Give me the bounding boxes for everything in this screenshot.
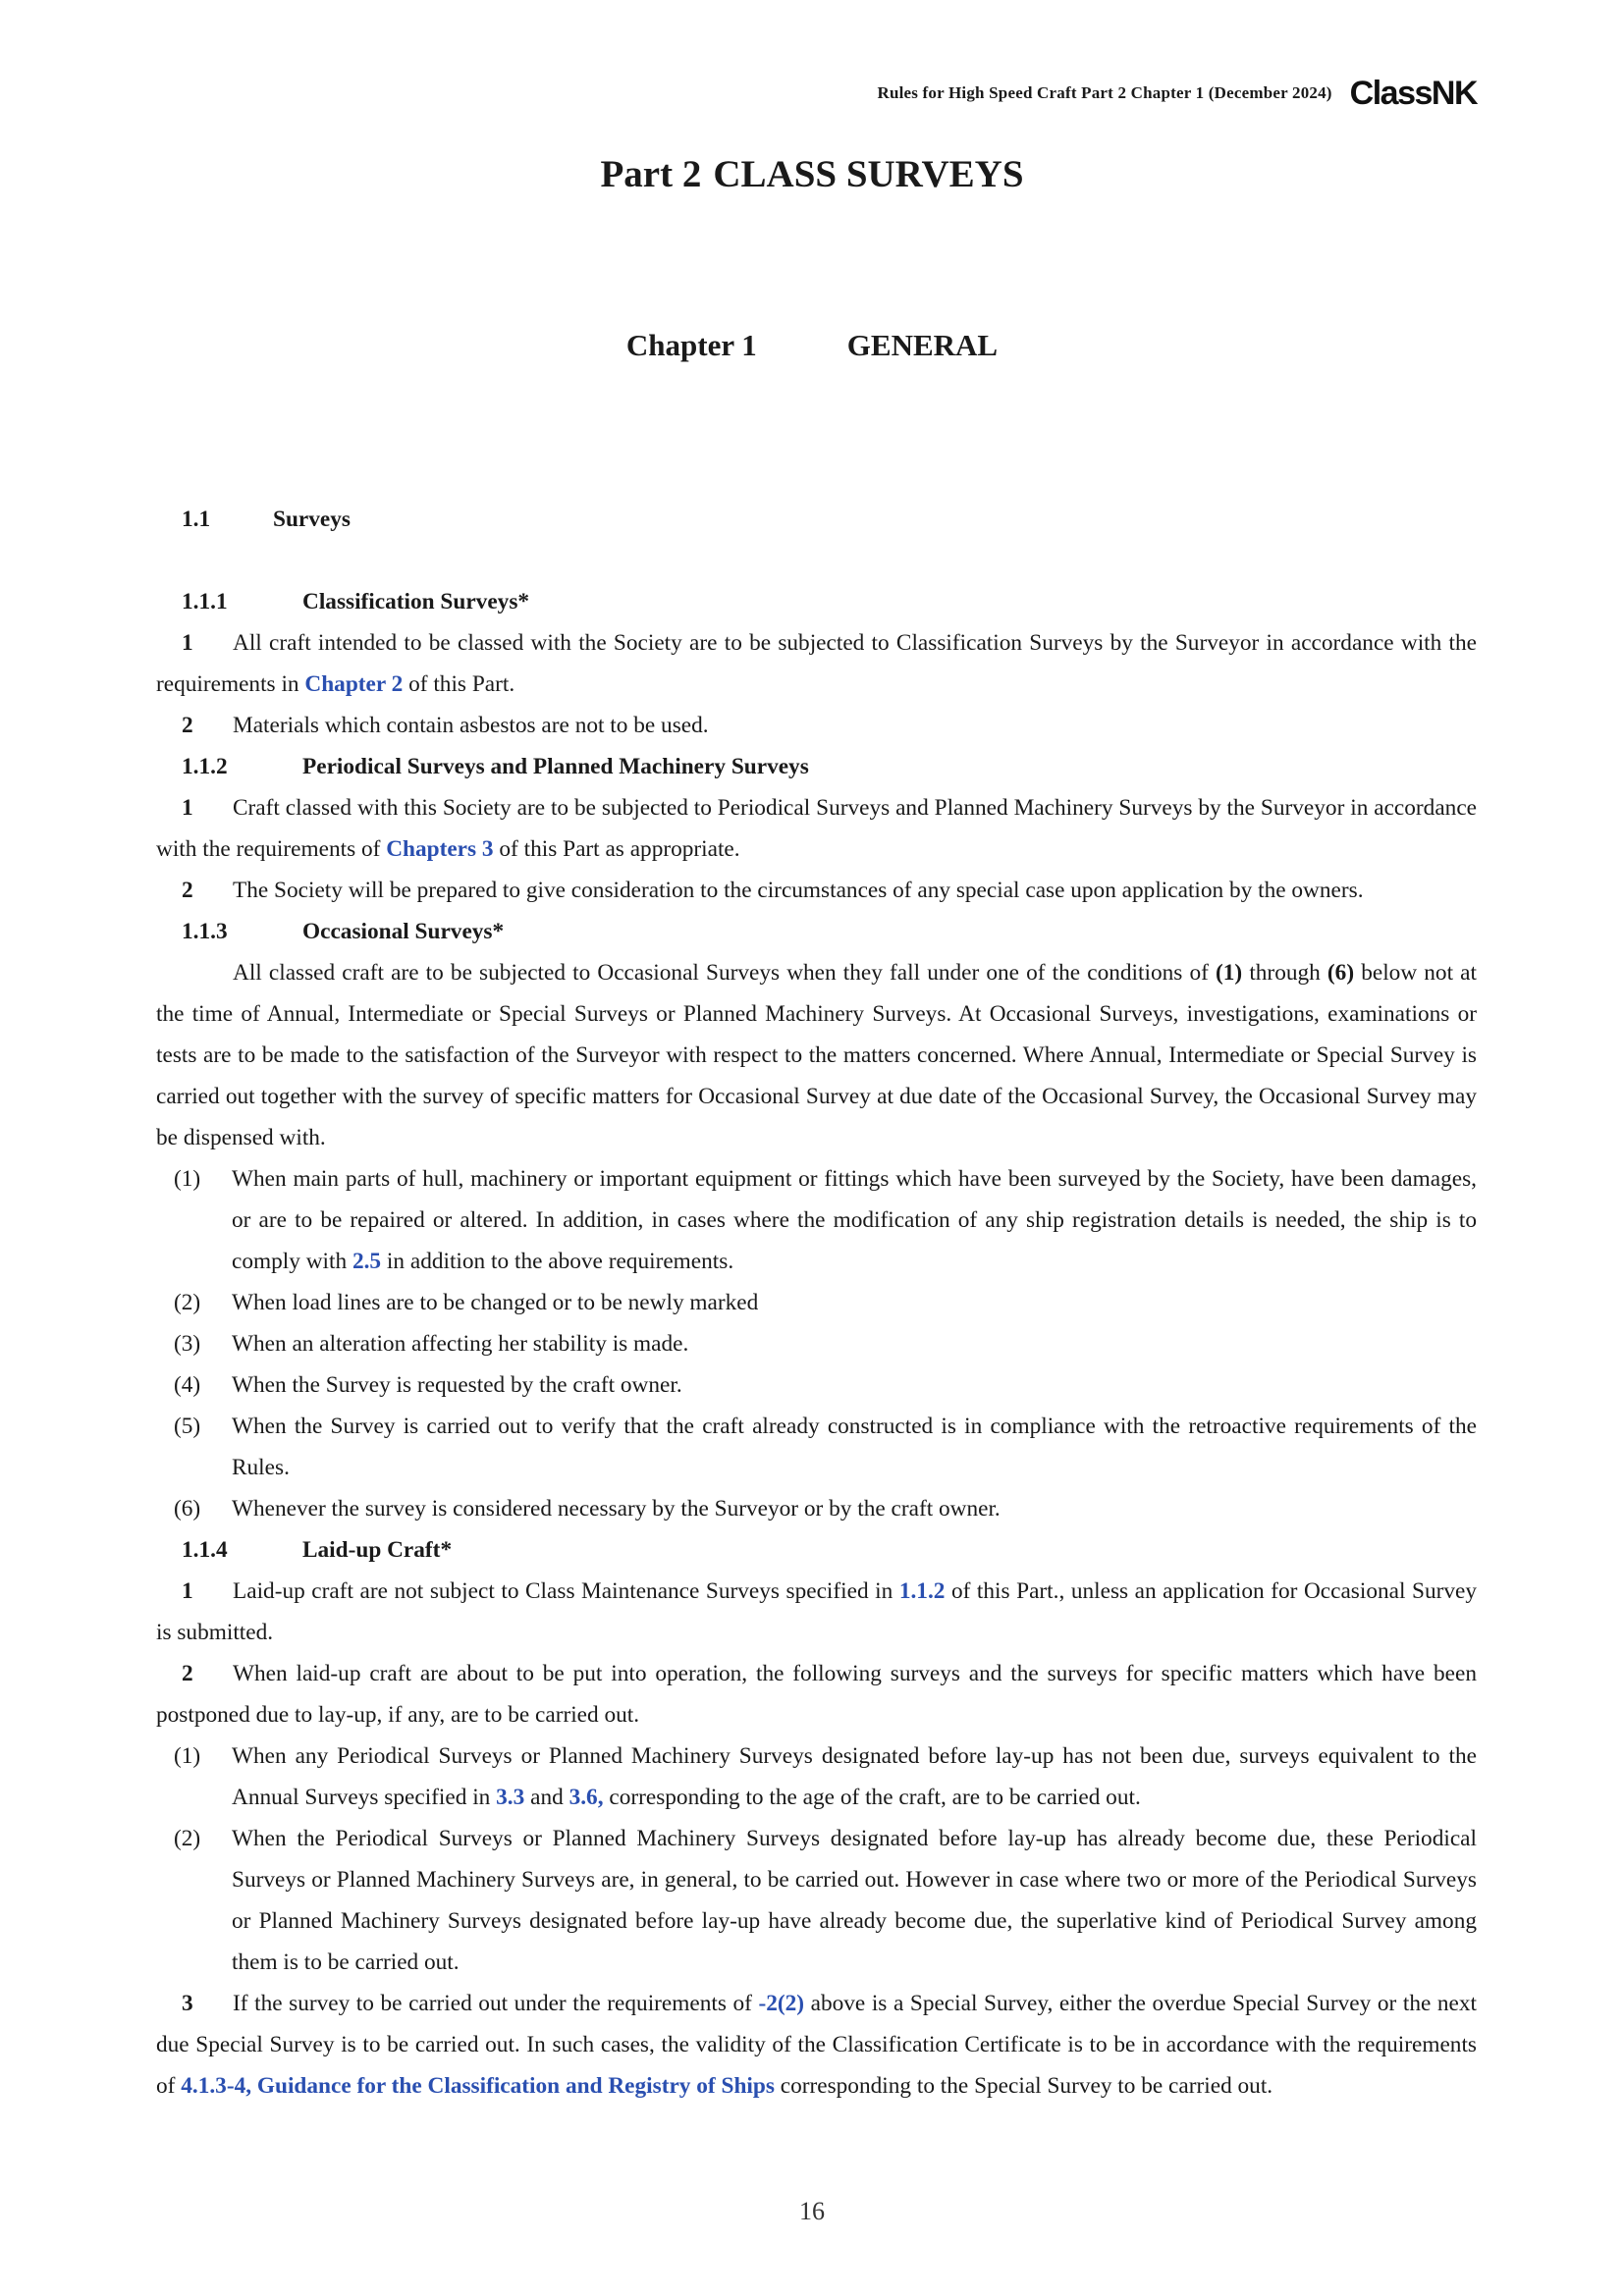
paragraph: [156, 787, 1477, 870]
link-3-6[interactable]: 3.6,: [568, 1785, 604, 1810]
link-2-5[interactable]: 2.5: [352, 1249, 382, 1274]
list-item: [156, 1282, 1477, 1323]
chapter-title: [0, 328, 1624, 363]
item-number: (2): [174, 1826, 201, 1851]
paragraph: [156, 622, 1477, 705]
subsection-heading-1-1-1: [156, 581, 1477, 622]
section-title: Surveys: [273, 507, 351, 532]
link-minus-2-2[interactable]: -2(2): [758, 1991, 805, 2016]
list-item: [156, 1323, 1477, 1364]
subsection-title: Laid-up Craft*: [302, 1537, 453, 1563]
part-title-text: CLASS SURVEYS: [713, 153, 1024, 195]
item-text: When load lines are to be changed or to be newly marked: [232, 1290, 759, 1315]
subsection-heading-1-1-3: [156, 911, 1477, 952]
paragraph-number: 3: [182, 1991, 193, 2016]
paragraph-text: through: [1242, 960, 1327, 986]
paragraph-text: of this Part as appropriate.: [493, 836, 740, 862]
section-number: 1.1: [182, 507, 211, 532]
paragraph-number: 2: [182, 878, 193, 903]
paragraph: [156, 705, 1477, 746]
subsection-title: Classification Surveys*: [302, 589, 530, 614]
link-chapters-3[interactable]: Chapters 3: [386, 836, 494, 862]
link-1-1-2[interactable]: 1.1.2: [898, 1578, 946, 1604]
item-text-part: When main parts of hull, machinery or important equipment or fittings which have been surveyed by the Society, have been damages, or are to be repaired or altered. In addition, in cases where the modification of any ship registration details is needed, the ship is to comply with: [232, 1166, 1477, 1274]
part-title: [0, 152, 1624, 196]
item-number: (6): [174, 1496, 201, 1522]
item-reference: (6): [1326, 960, 1355, 986]
subsection-heading-1-1-4: [156, 1529, 1477, 1571]
item-text: When the Survey is carried out to verify that the craft already constructed is in compliance with the retroactive requirements of the Rules.: [232, 1414, 1477, 1480]
list-item: [156, 1818, 1477, 1983]
paragraph-text: Materials which contain asbestos are not to be used.: [233, 713, 709, 738]
item-text-part: and: [524, 1785, 569, 1810]
item-text-part: When any Periodical Surveys or Planned Machinery Surveys designated before lay-up has not been due, surveys equivalent to the Annual Surveys specified in: [232, 1743, 1477, 1810]
subsection-number: 1.1.3: [182, 919, 228, 944]
list-item: [156, 1406, 1477, 1488]
list-item: [156, 1735, 1477, 1818]
paragraph-number: 1: [182, 630, 193, 656]
link-guidance-4-1-3-4[interactable]: 4.1.3-4, Guidance for the Classification and Registry of Ships: [181, 2073, 775, 2099]
part-label: Part 2: [600, 153, 702, 195]
classnk-logo: ClassNK: [1349, 75, 1477, 112]
link-chapter-2[interactable]: Chapter 2: [304, 671, 404, 697]
paragraph-text: of this Part.: [403, 671, 515, 697]
list-item: [156, 1488, 1477, 1529]
paragraph: [156, 1571, 1477, 1653]
page-number: 16: [799, 2197, 825, 2225]
paragraph-number: 1: [182, 795, 193, 821]
chapter-label: Chapter 1: [625, 328, 757, 362]
paragraph: [156, 870, 1477, 911]
item-reference: (1): [1216, 960, 1243, 986]
item-text: When the Periodical Surveys or Planned Machinery Surveys designated before lay-up has already become due, these Periodical Surveys or Planned Machinery Surveys are, in general, to be carried out. However in case where two or more of the Periodical Surveys or Planned Machinery Surveys designated before lay-up have already become due, the superlative kind of Periodical Survey among them is to be carried out.: [232, 1826, 1477, 1975]
running-title: Rules for High Speed Craft Part 2 Chapter 1 (December 2024): [877, 83, 1332, 102]
subsection-title: Occasional Surveys*: [302, 919, 505, 944]
paragraph-text: All craft intended to be classed with the Society are to be subjected to Classification Surveys by the Surveyor in accordance with the requirements in: [156, 630, 1477, 697]
paragraph-text: below not at the time of Annual, Intermediate or Special Surveys or Planned Machinery Surveys. At Occasional Surveys, investigations, examinations or tests are to be made to the satisfaction of the Surveyor with respect to the matters concerned. Where Annual, Intermediate or Special Survey is carried out together with the survey of specific matters for Occasional Survey at due date of the Occasional Survey, the Occasional Survey may be dispensed with.: [156, 960, 1477, 1150]
paragraph-text: Laid-up craft are not subject to Class Maintenance Surveys specified in: [233, 1578, 899, 1604]
paragraph: [156, 952, 1477, 1158]
item-text-part: in addition to the above requirements.: [381, 1249, 734, 1274]
item-text: When the Survey is requested by the craft owner.: [232, 1372, 682, 1398]
running-header: [877, 77, 1477, 110]
item-text: [232, 1158, 1477, 1282]
item-number: (1): [174, 1743, 201, 1769]
item-text-part: corresponding to the age of the craft, are to be carried out.: [603, 1785, 1141, 1810]
paragraph-number: 2: [182, 713, 193, 738]
paragraph-text: Craft classed with this Society are to be subjected to Periodical Surveys and Planned Machinery Surveys by the Surveyor in accordance with the requirements of: [156, 795, 1477, 862]
list-item: [156, 1364, 1477, 1406]
list-item: [156, 1158, 1477, 1282]
paragraph-number: 1: [182, 1578, 193, 1604]
document-body: [156, 499, 1477, 2107]
subsection-number: 1.1.2: [182, 754, 228, 779]
paragraph-number: 2: [182, 1661, 193, 1686]
subsection-heading-1-1-2: [156, 746, 1477, 787]
item-number: (4): [174, 1372, 201, 1398]
paragraph-text: All classed craft are to be subjected to Occasional Surveys when they fall under one of the conditions of: [233, 960, 1217, 986]
section-heading-1-1: [156, 499, 1477, 540]
link-3-3[interactable]: 3.3: [496, 1785, 525, 1810]
item-number: (1): [174, 1166, 201, 1192]
item-text: [232, 1735, 1477, 1818]
paragraph-text: above is a Special Survey, either the overdue Special Survey or the next due Special Survey is to be carried out. In such cases, the validity of the Classification Certificate is to be in accordance with the requirements of: [156, 1991, 1477, 2099]
subsection-title: Periodical Surveys and Planned Machinery Surveys: [302, 754, 809, 779]
subsection-number: 1.1.4: [182, 1537, 228, 1563]
paragraph-text: corresponding to the Special Survey to be carried out.: [774, 2073, 1273, 2099]
paragraph-text: The Society will be prepared to give consideration to the circumstances of any special case upon application by the owners.: [233, 878, 1364, 903]
item-number: (2): [174, 1290, 201, 1315]
item-text: Whenever the survey is considered necessary by the Surveyor or by the craft owner.: [232, 1496, 1001, 1522]
paragraph-text: When laid-up craft are about to be put into operation, the following surveys and the surveys for specific matters which have been postponed due to lay-up, if any, are to be carried out.: [156, 1661, 1477, 1728]
paragraph: [156, 1653, 1477, 1735]
chapter-title-text: GENERAL: [846, 328, 999, 362]
paragraph-text: of this Part., unless an application for Occasional Survey is submitted.: [156, 1578, 1477, 1645]
item-number: (5): [174, 1414, 201, 1439]
paragraph-text: If the survey to be carried out under the requirements of: [233, 1991, 759, 2016]
subsection-number: 1.1.1: [182, 589, 228, 614]
item-text: When an alteration affecting her stability is made.: [232, 1331, 689, 1357]
paragraph: [156, 1983, 1477, 2107]
item-number: (3): [174, 1331, 201, 1357]
